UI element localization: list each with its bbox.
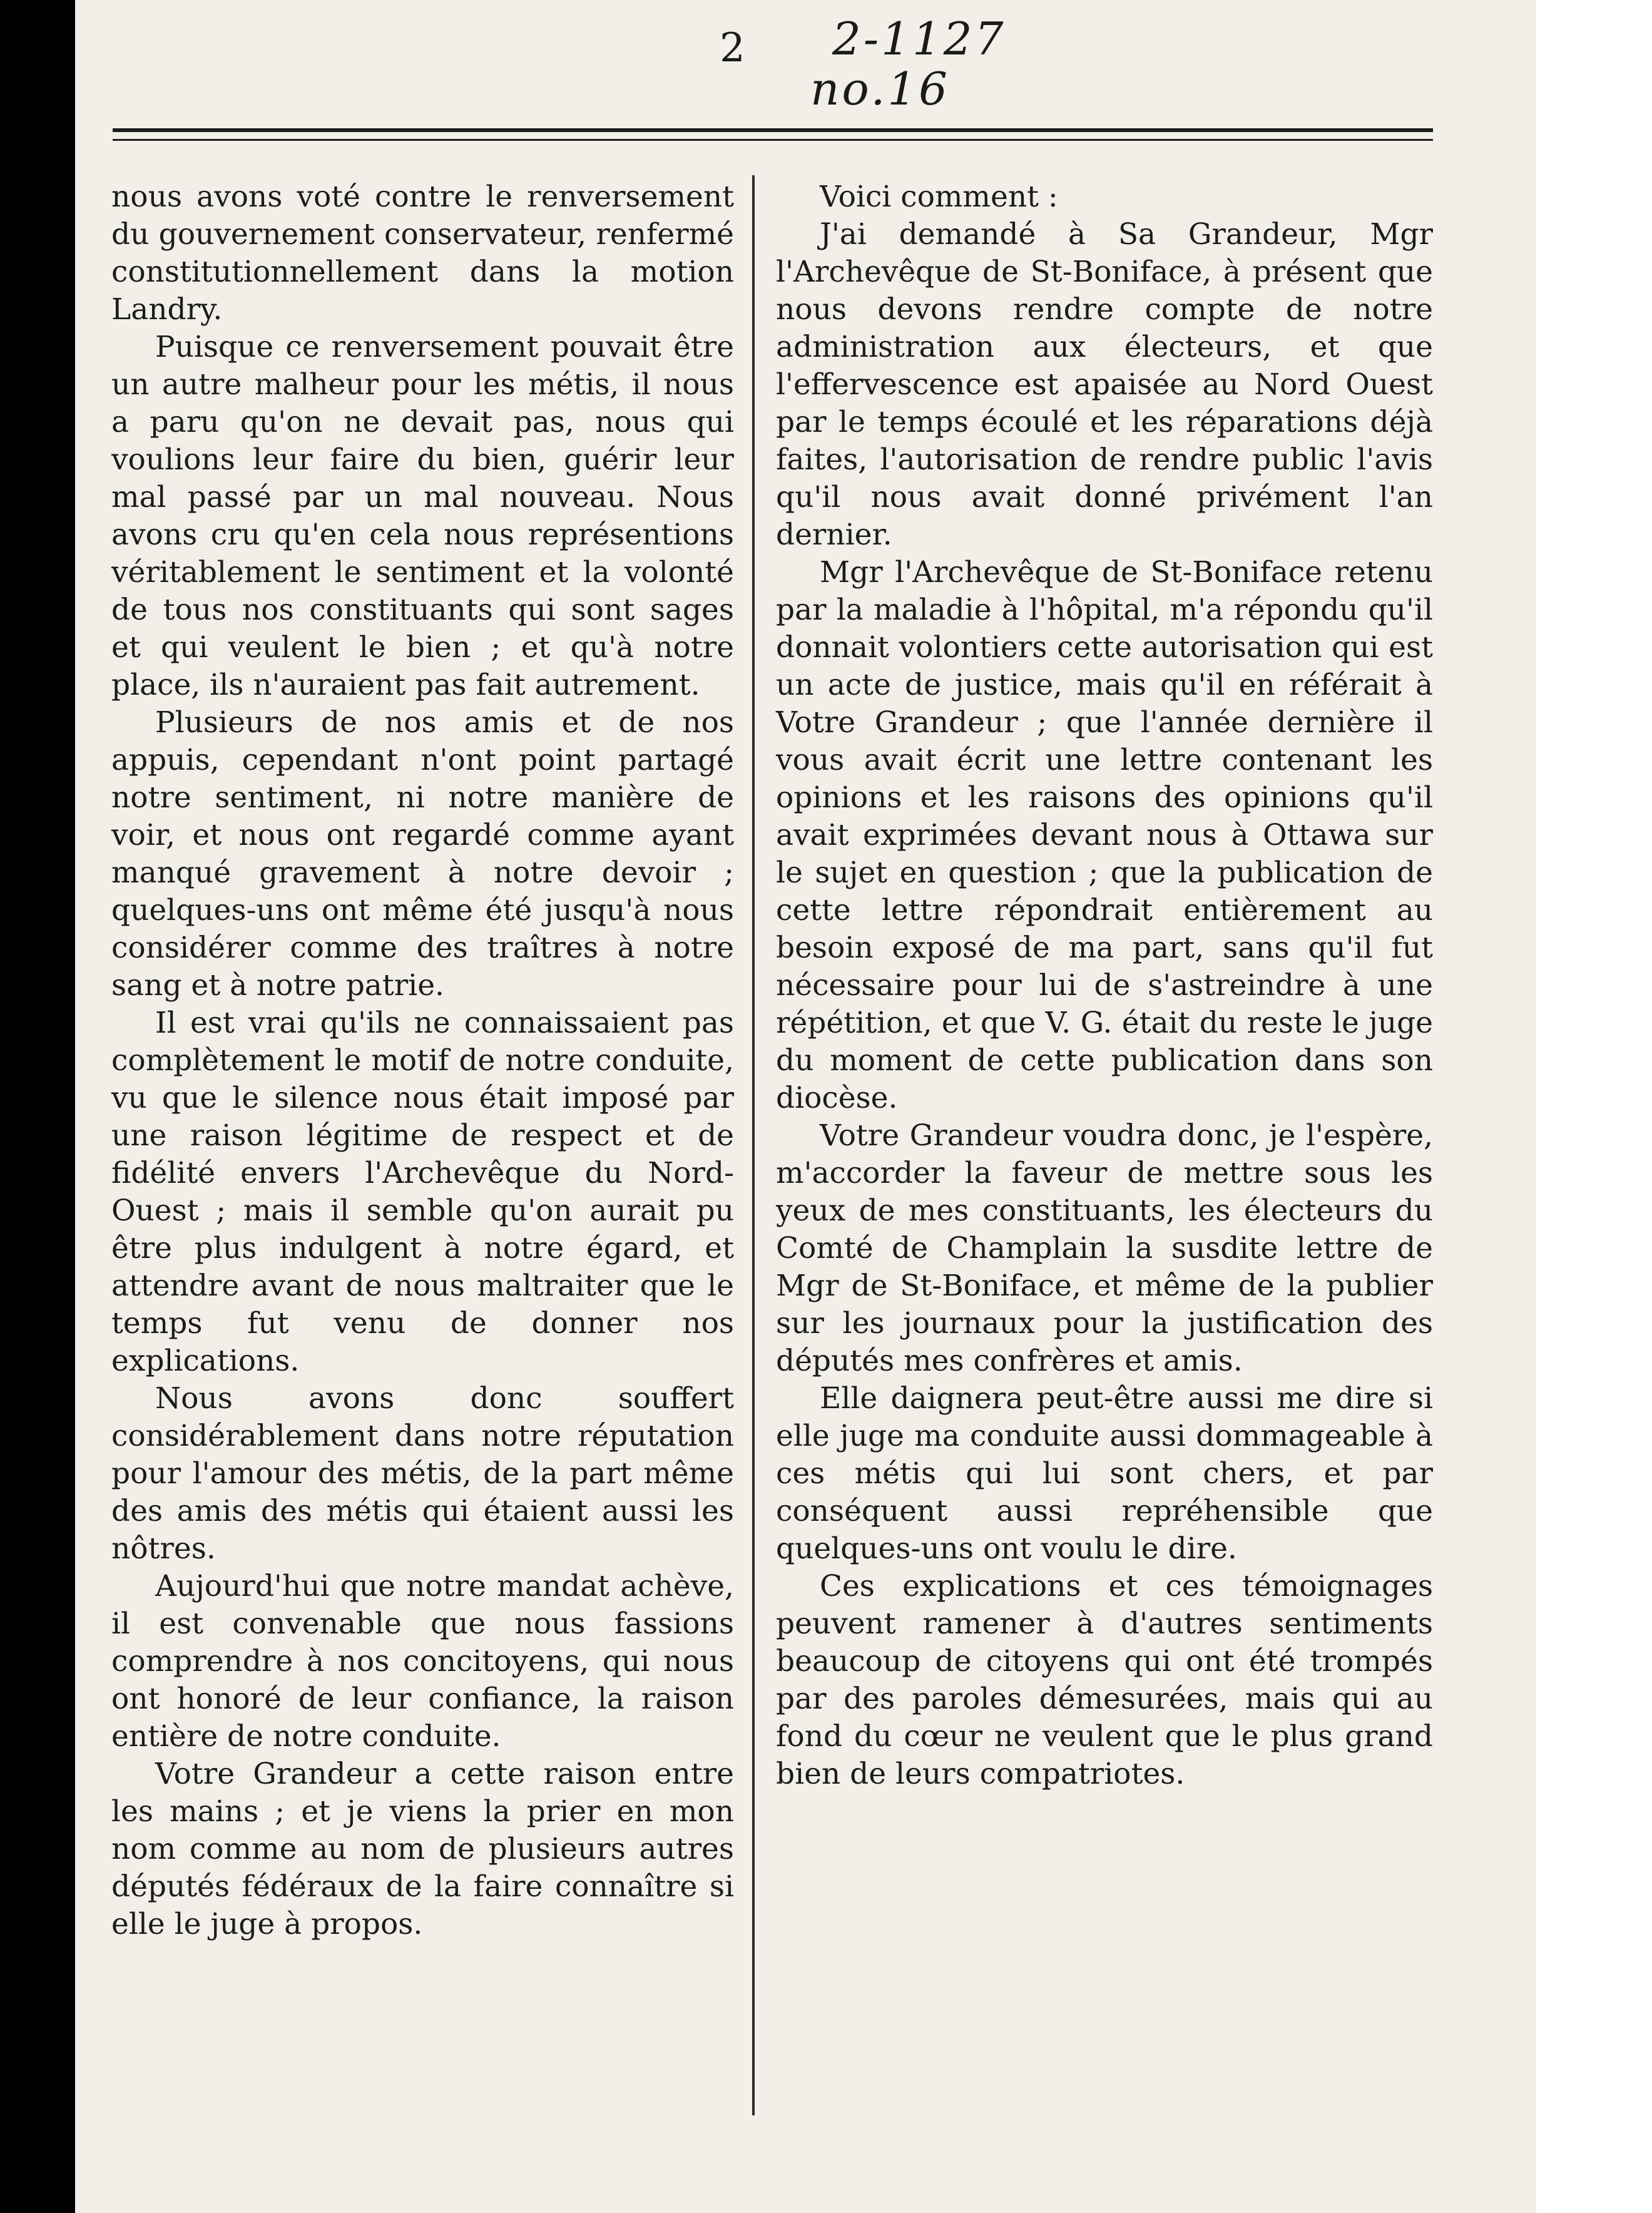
handwritten-item-number: no.16 [810,63,950,115]
document-page [75,0,1536,2213]
paragraph: J'ai demandé à Sa Grandeur, Mgr l'Archevêque de St-Boniface, à présent que nous devons rendre compte de notre administration aux électeurs, et que l'effervescence est apaisée au Nord Ouest par le temps écoulé et les réparations déjà faites, l'autorisation de rendre public l'avis qu'il nous avait donné privément l'an dernier. [776,217,1433,552]
paragraph: Aujourd'hui que notre mandat achève, il est convenable que nous fassions comprendre à nos concitoyens, qui nous ont honoré de leur confiance, la raison entière de notre conduite. [111,1569,734,1754]
header-rule-thick [113,128,1433,132]
paragraph: Mgr l'Archevêque de St-Boniface retenu par la maladie à l'hôpital, m'a répondu qu'il donnait volontiers cette autorisation qui est un acte de justice, mais qu'il en référait à Votre Grandeur ; que l'année dernière il vous avait écrit une lettre contenant les opinions et les raisons des opinions qu'il avait exprimées devant nous à Ottawa sur le sujet en question ; que la publication de cette lettre répondrait entièrement au besoin exposé de ma part, sans qu'il fut nécessaire pour lui de s'astreindre à une répétition, et que V. G. était du reste le juge du moment de cette publication dans son diocèse. [776,555,1433,1115]
paragraph: Nous avons donc souffert considérablement dans notre réputation pour l'amour des métis, de la part même des amis des métis qui étaient aussi les nôtres. [111,1381,734,1566]
paragraph: Il est vrai qu'ils ne connaissaient pas complètement le motif de notre conduite, vu que le silence nous était imposé par une raison légitime de respect et de fidélité envers l'Archevêque du Nord-Ouest ; mais il semble qu'on aurait pu être plus indulgent à notre égard, et attendre avant de nous maltraiter que le temps fut venu de donner nos explications. [111,1006,734,1378]
paragraph: nous avons voté contre le renversement du gouvernement conservateur, renfermé constitutionnellement dans la motion Landry. [111,180,734,327]
paragraph: Votre Grandeur a cette raison entre les mains ; et je viens la prier en mon nom comme au nom de plusieurs autres députés fédéraux de la faire connaître si elle le juge à propos. [111,1757,734,1941]
right-column [776,178,1433,1793]
header-rule-thin [113,139,1433,141]
paragraph: Votre Grandeur voudra donc, je l'espère, m'accorder la faveur de mettre sous les yeux de mes constituants, les électeurs du Comté de Champlain la susdite lettre de Mgr de St-Boniface, et même de la publier sur les journaux pour la justification des députés mes confrères et amis. [776,1118,1433,1378]
scan-margin [1536,0,1652,2213]
column-divider [752,175,755,2115]
paragraph: Elle daignera peut-être aussi me dire si elle juge ma conduite aussi dommageable à ces métis qui lui sont chers, et par conséquent aussi repréhensible que quelques-uns ont voulu le dire. [776,1381,1433,1566]
handwritten-reference: 2-1127 [832,13,1006,65]
paragraph: Puisque ce renversement pouvait être un autre malheur pour les métis, il nous a paru qu'on ne devait pas, nous qui voulions leur faire du bien, guérir leur mal passé par un mal nouveau. Nous avons cru qu'en cela nous représentions véritablement le sentiment et la volonté de tous nos constituants qui sont sages et qui veulent le bien ; et qu'à notre place, ils n'auraient pas fait autrement. [111,330,734,702]
page-number: 2 [720,25,745,71]
left-column [111,178,734,1943]
paragraph: Ces explications et ces témoignages peuvent ramener à d'autres sentiments beaucoup de citoyens qui ont été trompés par des paroles démesurées, mais qui au fond du cœur ne veulent que le plus grand bien de leurs compatriotes. [776,1569,1433,1791]
paragraph: Voici comment : [820,180,1058,214]
paragraph: Plusieurs de nos amis et de nos appuis, cependant n'ont point partagé notre sentiment, ni notre manière de voir, et nous ont regardé comme ayant manqué gravement à notre devoir ; quelques-uns ont même été jusqu'à nous considérer comme des traîtres à notre sang et à notre patrie. [111,705,734,1003]
